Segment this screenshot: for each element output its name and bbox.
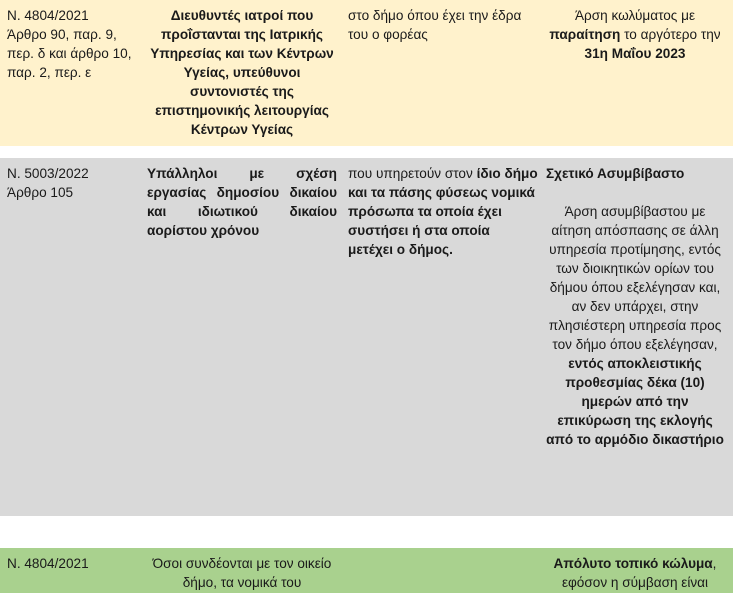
remedy-deadline: εντός αποκλειστικής προθεσμίας δέκα (10) ημερών από την επικύρωση της εκλογής από το αρμόδιο δικαστήριο	[546, 356, 724, 447]
scope-prefix: που υπηρετούν στον	[348, 166, 477, 181]
remedy-bold-resignation: παραίτηση	[549, 27, 621, 42]
scope-text: στο δήμο όπου έχει την έδρα του ο φορέας	[348, 8, 522, 42]
remedy-title: Σχετικό Ασυμβίβαστο	[546, 166, 685, 181]
scope-text	[348, 164, 538, 259]
subjects-cell	[147, 164, 337, 240]
table-row	[0, 0, 733, 146]
table-row	[0, 158, 733, 516]
remedy-text	[546, 554, 724, 592]
subjects-cell	[147, 6, 337, 139]
law-article: Άρθρο 90, παρ. 9, περ. δ και άρθρο 10, παρ. 2, περ. ε	[7, 27, 132, 80]
remedy-cell	[546, 554, 724, 592]
law-reference-cell	[7, 6, 135, 82]
remedy-prefix: Άρση κωλύματος με	[574, 8, 696, 23]
subjects-cell	[147, 554, 337, 592]
remedy-text	[546, 6, 724, 63]
law-number: Ν. 4804/2021	[7, 556, 89, 571]
remedy-bold: Απόλυτο τοπικό κώλυμα	[553, 556, 713, 571]
remedy-cell	[546, 6, 724, 63]
subjects-text: Διευθυντές ιατροί που προΐστανται της Ιατρικής Υπηρεσίας και των Κέντρων Υγείας, υπεύθυνοι συντονιστές της επιστημονικής λειτουργίας Κέντρων Υγείας	[150, 8, 334, 137]
law-number: Ν. 4804/2021	[7, 8, 89, 23]
law-article: Άρθρο 105	[7, 185, 74, 200]
law-reference-cell	[7, 164, 135, 202]
subjects-text: Όσοι συνδέονται με τον οικείο δήμο, τα νομικά του	[152, 556, 332, 590]
scope-cell	[348, 6, 538, 44]
law-number: Ν. 5003/2022	[7, 166, 89, 181]
scope-cell	[348, 164, 538, 259]
remedy-middle: το αργότερο την	[620, 27, 721, 42]
remedy-cell	[546, 164, 724, 449]
remedy-bold-deadline: 31η Μαΐου 2023	[584, 46, 686, 61]
law-reference-cell	[7, 554, 135, 573]
scope-bold: ίδιο δήμο και τα πάσης φύσεως νομικά πρόσωπα τα οποία έχει συστήσει ή στα οποία μετέχει ο δήμος.	[348, 166, 538, 257]
remedy-rest: , εφόσον η σύμβαση είναι	[561, 556, 717, 590]
remedy-text: Άρση ασυμβίβαστου με αίτηση απόσπασης σε άλλη υπηρεσία προτίμησης, εντός των διοικητικών ορίων του δήμου όπου εξελέγησαν και, αν δεν υπάρχει, στην πλησιέστερη υπηρεσία προς τον δήμο όπου εξελέγησαν,	[548, 204, 722, 352]
table-row	[0, 548, 733, 593]
subjects-text: Υπάλληλοι με σχέση εργασίας δημοσίου δικαίου και ιδιωτικού δικαίου αορίστου χρόνου	[147, 166, 337, 238]
